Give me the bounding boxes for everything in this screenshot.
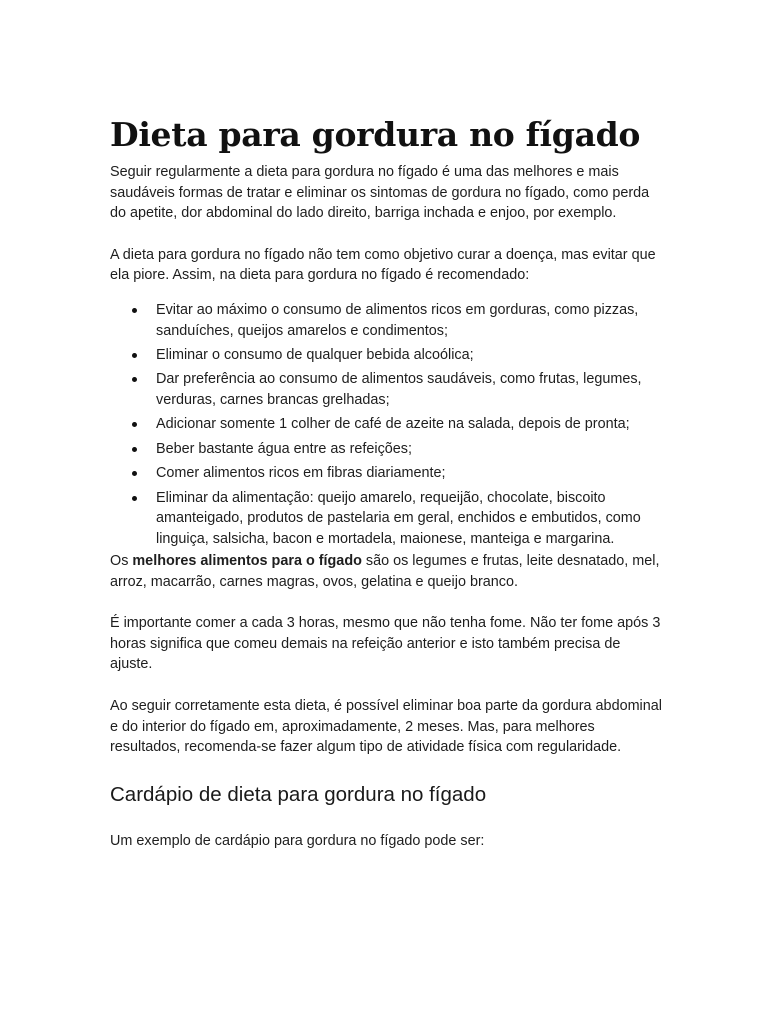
bullet-icon <box>132 308 137 313</box>
list-item-text: Comer alimentos ricos em fibras diariamente; <box>156 465 446 482</box>
bullet-icon <box>132 496 137 501</box>
bullet-icon <box>132 447 137 452</box>
bullet-icon <box>132 377 137 382</box>
list-item-text: Beber bastante água entre as refeições; <box>156 440 413 457</box>
best-foods-highlight: melhores alimentos para o fígado <box>132 553 362 570</box>
bullet-icon <box>132 353 137 358</box>
menu-intro-paragraph: Um exemplo de cardápio para gordura no fígado pode ser: <box>110 832 485 849</box>
list-item <box>110 300 662 341</box>
list-item-text: Evitar ao máximo o consumo de alimentos ricos em gorduras, como pizzas, sanduíches, queijos amarelos e condimentos; <box>156 301 639 339</box>
recommendation-paragraph: A dieta para gordura no fígado não tem como objetivo curar a doença, mas evitar que ela piore. Assim, na dieta para gordura no fígado é recomendado: <box>110 246 656 284</box>
list-item-text: Dar preferência ao consumo de alimentos saudáveis, como frutas, legumes, verduras, carnes brancas grelhadas; <box>156 371 642 408</box>
page-title: Dieta para gordura no fígado <box>110 115 641 154</box>
bullet-icon <box>132 422 137 427</box>
list-item <box>110 439 662 460</box>
best-foods-suffix: são os legumes e frutas, leite desnatado, mel, arroz, macarrão, carnes magras, ovos, gelatina e queijo branco. <box>110 553 660 590</box>
results-paragraph: Ao seguir corretamente esta dieta, é possível eliminar boa parte da gordura abdominal e do interior do fígado em, aproximadamente, 2 meses. Mas, para melhores resultados, recomenda-se fazer algum tipo de atividade física com regularidade. <box>110 698 662 756</box>
best-foods-paragraph <box>110 551 662 592</box>
best-foods-prefix: Os <box>110 553 133 570</box>
list-item <box>110 369 662 410</box>
list-item-text: Eliminar o consumo de qualquer bebida alcoólica; <box>156 346 474 363</box>
bullet-icon <box>132 471 137 476</box>
list-item-text: Eliminar da alimentação: queijo amarelo, requeijão, chocolate, biscoito amanteigado, produtos de pastelaria em geral, enchidos e embutidos, como linguiça, salsicha, bacon e mortadela, maionese, manteiga e margarina. <box>156 489 641 547</box>
list-item-text: Adicionar somente 1 colher de café de azeite na salada, depois de pronta; <box>156 416 630 433</box>
recommendation-list <box>110 300 662 549</box>
meal-frequency-paragraph: É importante comer a cada 3 horas, mesmo que não tenha fome. Não ter fome após 3 horas significa que comeu demais na refeição anterior e isto também precisa de ajuste. <box>110 615 661 673</box>
article-body <box>110 162 662 872</box>
list-item <box>110 463 662 484</box>
list-item <box>110 345 662 366</box>
list-item <box>110 414 662 435</box>
intro-paragraph: Seguir regularmente a dieta para gordura no fígado é uma das melhores e mais saudáveis formas de tratar e eliminar os sintomas de gordura no fígado, como perda do apetite, dor abdominal do lado direito, barriga inchada e enjoo, por exemplo. <box>110 164 650 222</box>
menu-subheading: Cardápio de dieta para gordura no fígado <box>110 782 487 806</box>
list-item <box>110 488 662 550</box>
